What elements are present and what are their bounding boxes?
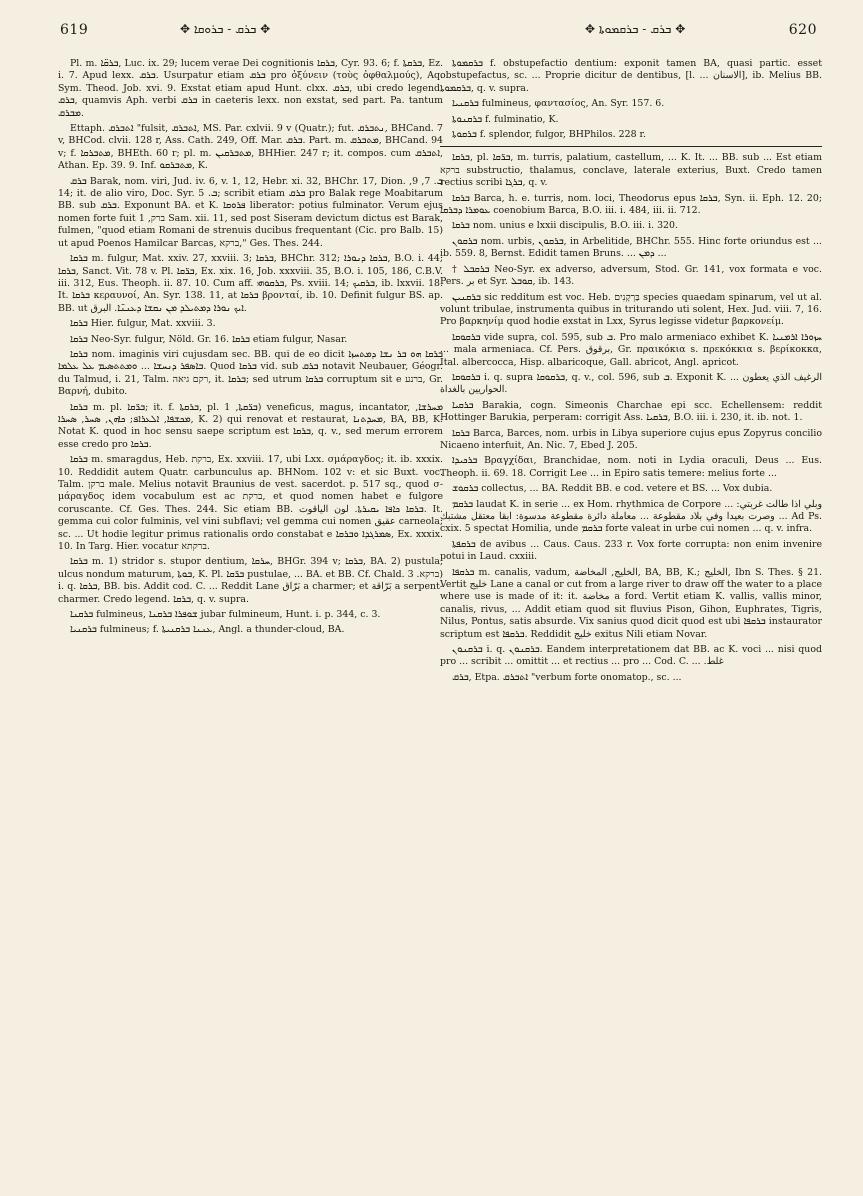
dictionary-entry: ܒܪܩܢܘܬܐ f. fulminatio, K. [452,113,559,125]
dictionary-entry: ܒܪܩܐ m. pl. ܒܪ̈ܩܐ; it. f. ܒܪܩܬܐ, pl. ܒܪ̈ܩܬܐ, 1) veneficus, magus, incantator, ܡܚܪܫܐ, ܡܟܫܦܐ, ܐܠܥܪܐܦ; ܟܐܗܢ, ܣܚܪ, ܣܚܪܐ, K. 2) qui renovat et restaurat, ܡܚܕܬܢܐ, BA, BB, K. Notat K. quod in hoc sensu saepe scriptum est ܒܪܩܐ, q. v., sed merum errorem esse credo pro ܒܪܩܐ. [58,401,443,450]
dictionary-entry: ܒܪܩܐ nom. imaginis viri cujusdam sec. BB. qui de eo dicit ܒܪܩܐ ܗܘ ܒܪ ܢܫܐ ܕܡܬܚܙܐ ܒܐܣܦܪ ܕܢܚܫܐ ... ܘܡܬܬܣܝܡ ܥܠ ܥܠܡܐ. Quod ܒܪܩܐ vid. sub ܒܪܩ notavit Neubauer, Géogr. du Talmud, i. 21, Talm. רקם גיאה, it. ܒܪܩܐ; sed utrum ܒܪܩܐ corruptum sit e ברנע, Gr. Βαρνή, dubito. [58,348,443,398]
dictionary-entry: ܒܪܩܐ Hier. fulgur, Mat. xxviii. 3. [70,318,216,330]
dictionary-entry: ܒܪܩܐ, pl. ܒܪ̈ܩܐ, m. turris, palatium, castellum, ... K. It. ... BB. sub ... Est etiam ברקא substructio, thalamus, conclave, laterale exterius, Buxt. Credo tamen rectius scribi ܒܪܓܐ, q. v. [440,152,822,189]
dictionary-entry: † ܒܪܩܒܠ Neo-Syr. ex adverso, adversum, Stod. Gr. 141, vox formata e voc. Pers. بر et Syr. ܩܘܒܠ, ib. 143. [440,263,822,288]
dictionary-entry: Pl. m. ܒܪܩ̈ܐ, Luc. ix. 29; lucem verae Dei cognitionis ܒܪܩܐ, Cyr. 93. 6; f. ܒܪܩܬܐ, Ez. i. 7. Apud lexx. ܒܪܩ. Usurpatur etiam ܒܪܩ pro ὀξύνειν (τοὺς ὀφθαλμούς), Aq. Sym. Theod. Job. xvi. 9. Exstat etiam apud Hunt. clxx. ܒܪܩ, ubi credo legend. ܒܪܩ, quamvis Aph. verbi ܒܪܩ in caeteris lexx. non exstat, sed part. Pa. tantum ܡܒܪܩ. [58,58,443,119]
dictionary-entry: ܒܪܩܐ Barca, Barces, nom. urbis in Libya superiore cujus epus Zopyrus concilio Nicaeno interfuit, An. Nic. 7, Ebed J. 205. [440,427,822,451]
page-header [0,18,863,44]
left-column [58,58,443,1178]
dictionary-entry: ܒܪܩܐ m. 1) stridor s. stupor dentium, ܚܪܩܐ, BHGr. 394 v; ܒܪܩܐ, BA. 2) pustula, ulcus nondum maturum, ܒܘܬܐ, K. Pl. ܒܪ̈ܩܐ pustulae, ... BA. et BB. Cf. Chald. ברקא. 3) i. q. ܒܪܩܐ, BB. bis. Addit cod. C. ... Reddit Lane بَرّاق a charmer; et بَرّاقة a serpent-charmer. Credo legend. ܒܪܩܐ, q. v. supra. [58,556,443,605]
dictionary-entry: ܒܪܩܐ nom. unius e lxxii discipulis, B.O. iii. i. 320. [452,220,678,232]
dictionary-entry: ܒܪܩܐ m. fulgur, Mat. xxiv. 27, xxviii. 3; ܒܪܩܐ, BHChr. 312; ܒܪܩܐ ܕܢܘܪܐ, B.O. i. 44; ܒܪܩܐ, Sanct. Vit. 78 v. Pl. ܒܪ̈ܩܐ, Ex. xix. 16, Job. xxxviii. 35, B.O. i. 105, 186, C.B.V. iii. 312, Eus. Theoph. ii. 87. 10. Cum aff. ܒܪܩܘܗܝ, Ps. xviii. 14; ܒܪܩܝܟ, ib. lxxvii. 18. It. ܒܪܩܐ κεραυνοί, An. Syr. 138. 11, at ܒܪܩܐ βρονταί, ib. 10. Definit fulgur BS. ap. BB. ut ܐܝܟ ܢܘܪܐ ܕܡܬܝܠܕ ܡܢ ܢܩܫܐ ܕܥܢܢ̈ܐ. البرق. [58,253,443,314]
section-divider [440,146,822,147]
dictionary-entry: ܒܪܩܢܐ fulmineus, ܫܘܦܪܐ ܒܪܩܢܐ jubar fulmineum, Hunt. i. p. 344, c. 3. [70,609,381,621]
left-running-head: ✥ ܒܪܩ - ܒܪܘܩܐ ✥ [180,22,271,36]
dictionary-entry: ܒܪܩ Barak, nom. viri, Jud. iv. 6, v. 1, 12, Hebr. xi. 32, BHChr. 17, Dion. ܒ. 7, 9, 14; it. de alio viro, Doc. Syr. ܒ. 5; scribit etiam ܒܪܩ pro Balak rege Moabitarum BB. sub ܒܪܩ. Exponunt BA. et K. ܦܪܘܩܐ liberator: potius fulminator. Verum ejus nomen forte fuit ברק, 1 Sam. xii. 11, sed post Siseram devictum dictus est Barak, fulmen, "quod etiam Romani de strenuis ducibus frequentant (Cic. pro Balb. 15) ut apud Poenos Hamilcar Barcas, ברקא," Ges. Thes. 244. [58,175,443,249]
dictionary-entry: ܒܪܩܦܐ m. canalis, vadum, الخليج, المخاضة, BA, BB, K.; الخليج, Ibn S. Thes. § 21. Vertit خليج Lane a canal or cut from a large river to draw off the water to a place where use is made of it: it. مخاضة a ford. Vertit etiam K. vallis, vallis minor, canalis, rivus, ... Addit etiam quod sit fluvius Pison, Gihon, Euphrates, Tigris, Nilus, Pontus, satis absurde. Vix sanius quod dicit quod est ubi ܒܪܩܦܐ instaurator scriptum est ܒܪܩܦܐ. Reddidit خليج exitus Nili etiam Novar. [440,566,822,640]
dictionary-entry: ܒܪܩܘܬܐ f. splendor, fulgor, BHPhilos. 228 r. [452,129,646,141]
dictionary-entry: ܒܪܩܐ Barca, h. e. turris, nom. loci, Theodorus epus ܒܪܩܐ, Syn. ii. Eph. 12. 20; ܥܘܡܪܐ ܕܒܪܩܐ coenobium Barca, B.O. iii. i. 484, iii. ii. 712. [440,192,822,217]
dictionary-entry: ܒܪܩܡ laudat K. in serie ... ex Hom. rhythmica de Corpore ... وبلي اذا طالت غربتي: وصرت بعيدا وفي بلاد مقطوعة ... معاملة دائرة مقطوعة مدسوة: ابقا معتقل مشتبك ... Ad Ps. cxix. 5 spectat Homilia, unde ܒܪܩܡ forte valeat in urbe cui nomen ... q. v. infra. [440,498,822,535]
dictionary-entry: ܒܪܩܐ m. smaragdus, Heb. ברקת, Ex. xxviii. 17, ubi Lxx. σμάραγδος; it. ib. xxxix. 10. Reddidit autem Quatr. carbunculus ap. BHNom. 102 v: et sic Buxt. voc. Talm. ברקן male. Melius notavit Braunius de vest. sacerdot. p. 517 sq., quod σ-μάραγδος idem vocabulum est ac ברקת, et quod nomen habet e fulgore coruscante. Cf. Ges. Thes. 244. Sic etiam BB. ܒܪܩܐ ܟܐܦܐ ܝܩܝܪܬܐ. لون الياقوت. It. gemma cui color fulminis, vel vini subflavi; vel gemma cui nomen عقيق carneola; sc. ... Ut hodie legitur primus rationalis ordo constabat e ܣܡܪܓܕܐ ܘܒܪܩܐ, Ex. xxxix. 10. In Targ. Hier. vocatur ברקתא. [58,454,443,553]
dictionary-entry: ܒܪܩܡܘܬܐ f. obstupefactio dentium: exponit tamen BA, quasi partic. esset obstupefactus, sc. ... Proprie dicitur de dentibus, [l. ... الاسنان], ib. Melius BB. ܒܪܩܡܘܬܐ, q. v. supra. [440,58,822,94]
dictionary-entry: ܒܪܩܘܫ collectus, ... BA. Reddit BB. e cod. vetere et BS. ... Vox dubia. [452,483,773,495]
dictionary-entry: ܒܪܩܢܝܐ fulmineus; f. ܥܢܢܐ ܒܪܩܢܝܬܐ, Angl. a thunder-cloud, BA. [70,624,345,636]
dictionary-entry: ܒܪܩܦܬܐ de avibus ... Caus. Caus. 233 r. Vox forte corrupta: non enim invenire potui in Laud. cxxiii. [440,538,822,563]
right-page-number: 620 [788,22,817,38]
dictionary-entry: ܒܪܩܐ Neo-Syr. fulgur, Nöld. Gr. 16. ܒܪܩܐ etiam fulgur, Nasar. [70,333,348,345]
right-running-head: ✥ ܒܪܩ - ܒܪܩܡܘܬܐ ✥ [585,22,686,36]
dictionary-entry: Ettaph. ܐܬܒܪܩ "fulsit, ܐܬܒܪܩ, MS. Par. cxlvii. 9 v (Quatr.); fut. ܢܬܒܪܩ, BHCand. 7 v, BHCod. clvii. 128 r, Ass. Cath. 249, Off. Mar. ܒܪܩ. Part. m. ܡܬܒܪܩ, BHCand. 94 v; f. ܡܬܒܪܩܐ, BHEth. 60 r; pl. m. ܡܬܒܪܩܝܢ, BHHier. 247 r; it. compos. cum ܐܬܒܪܩ, Athan. Ep. 39. 9. Inf. ܡܬܒܪܩܘ, K. [58,123,443,172]
dictionary-entry: ܒܪܩܘܢ nom. urbis, ܒܪܩܘܢ, in Arbelitide, BHChr. 555. Hinc forte oriundus est ... ib. 559. 8, Bernst. Edidit tamen Bruns. ... ܕܡܢ ... [440,235,822,260]
dictionary-entry: ܒܪܩܘܩܐ vide supra, col. 595, sub ܒ. Pro malo armeniaco exhibet K. ܚܙܘܪܐ ܐܪܡܢܝܐ ... mala armeniaca. Cf. Pers. برقوق, Gr. πραικόκια s. πρεκόκκια s. βερίκοκκα, Ital. albercocca, Hisp. albaricoque, Gall. abricot, Angl. apricot. [440,331,822,368]
dictionary-entry: ܒܪܩܢܘܢ i. q. ܒܪܩܢܘܢ. Eandem interpretationem dat BB. ac K. voci ... nisi quod pro ... scribit ... omittit ... et rectius ... pro ... Cod. C. ... .غلط [440,644,822,668]
dictionary-entry: ܒܪܩ, Etpa. ܐܬܒܪܩ "verbum forte onomatop., sc. ... [452,671,682,683]
dictionary-entry: ܒܪܟܝܕܐ Βραγχίδαι, Branchidae, nom. noti in Lydia oraculi, Deus ... Eus. Theoph. ii. 69. 18. Corrigit Lee ... in Epiro satis temere: melius forte ... [440,455,822,479]
dictionary-entry: ܒܪܩܢܝܢ sic redditum est voc. Heb. בַּרְקָנִים species quaedam spinarum, vel ut al. volunt tribulae, instrumenta quibus in triturando uti solent, Hex. Jud. viii. 7, 16. Pro βαρκηνίμ quod hodie exstat in Lxx, Syrus legisse videtur βαρκονείμ. [440,291,822,328]
dictionary-entry: ܒܪܩܘܩܐ i. q. supra ܒܪܩܘܩܐ, q. v., col. 596, sub ܒ. Exponit K. ... الرغيف الذي يعطون الحواريين بالغداة. [440,371,822,396]
left-page-number: 619 [60,22,89,38]
dictionary-entry: ܒܪܩܝܐ Barakia, cogn. Simeonis Charchae epi scc. Echellensem: reddit Hottinger Barukia, perperam: corrigit Ass. ܒܪܩܝܐ, B.O. iii. i. 230, it. ib. not. 1. [440,399,822,424]
right-column [440,58,822,1178]
dictionary-entry: ܒܪܩܢܝܐ fulmineus, φαντασίος, An. Syr. 157. 6. [452,98,665,110]
